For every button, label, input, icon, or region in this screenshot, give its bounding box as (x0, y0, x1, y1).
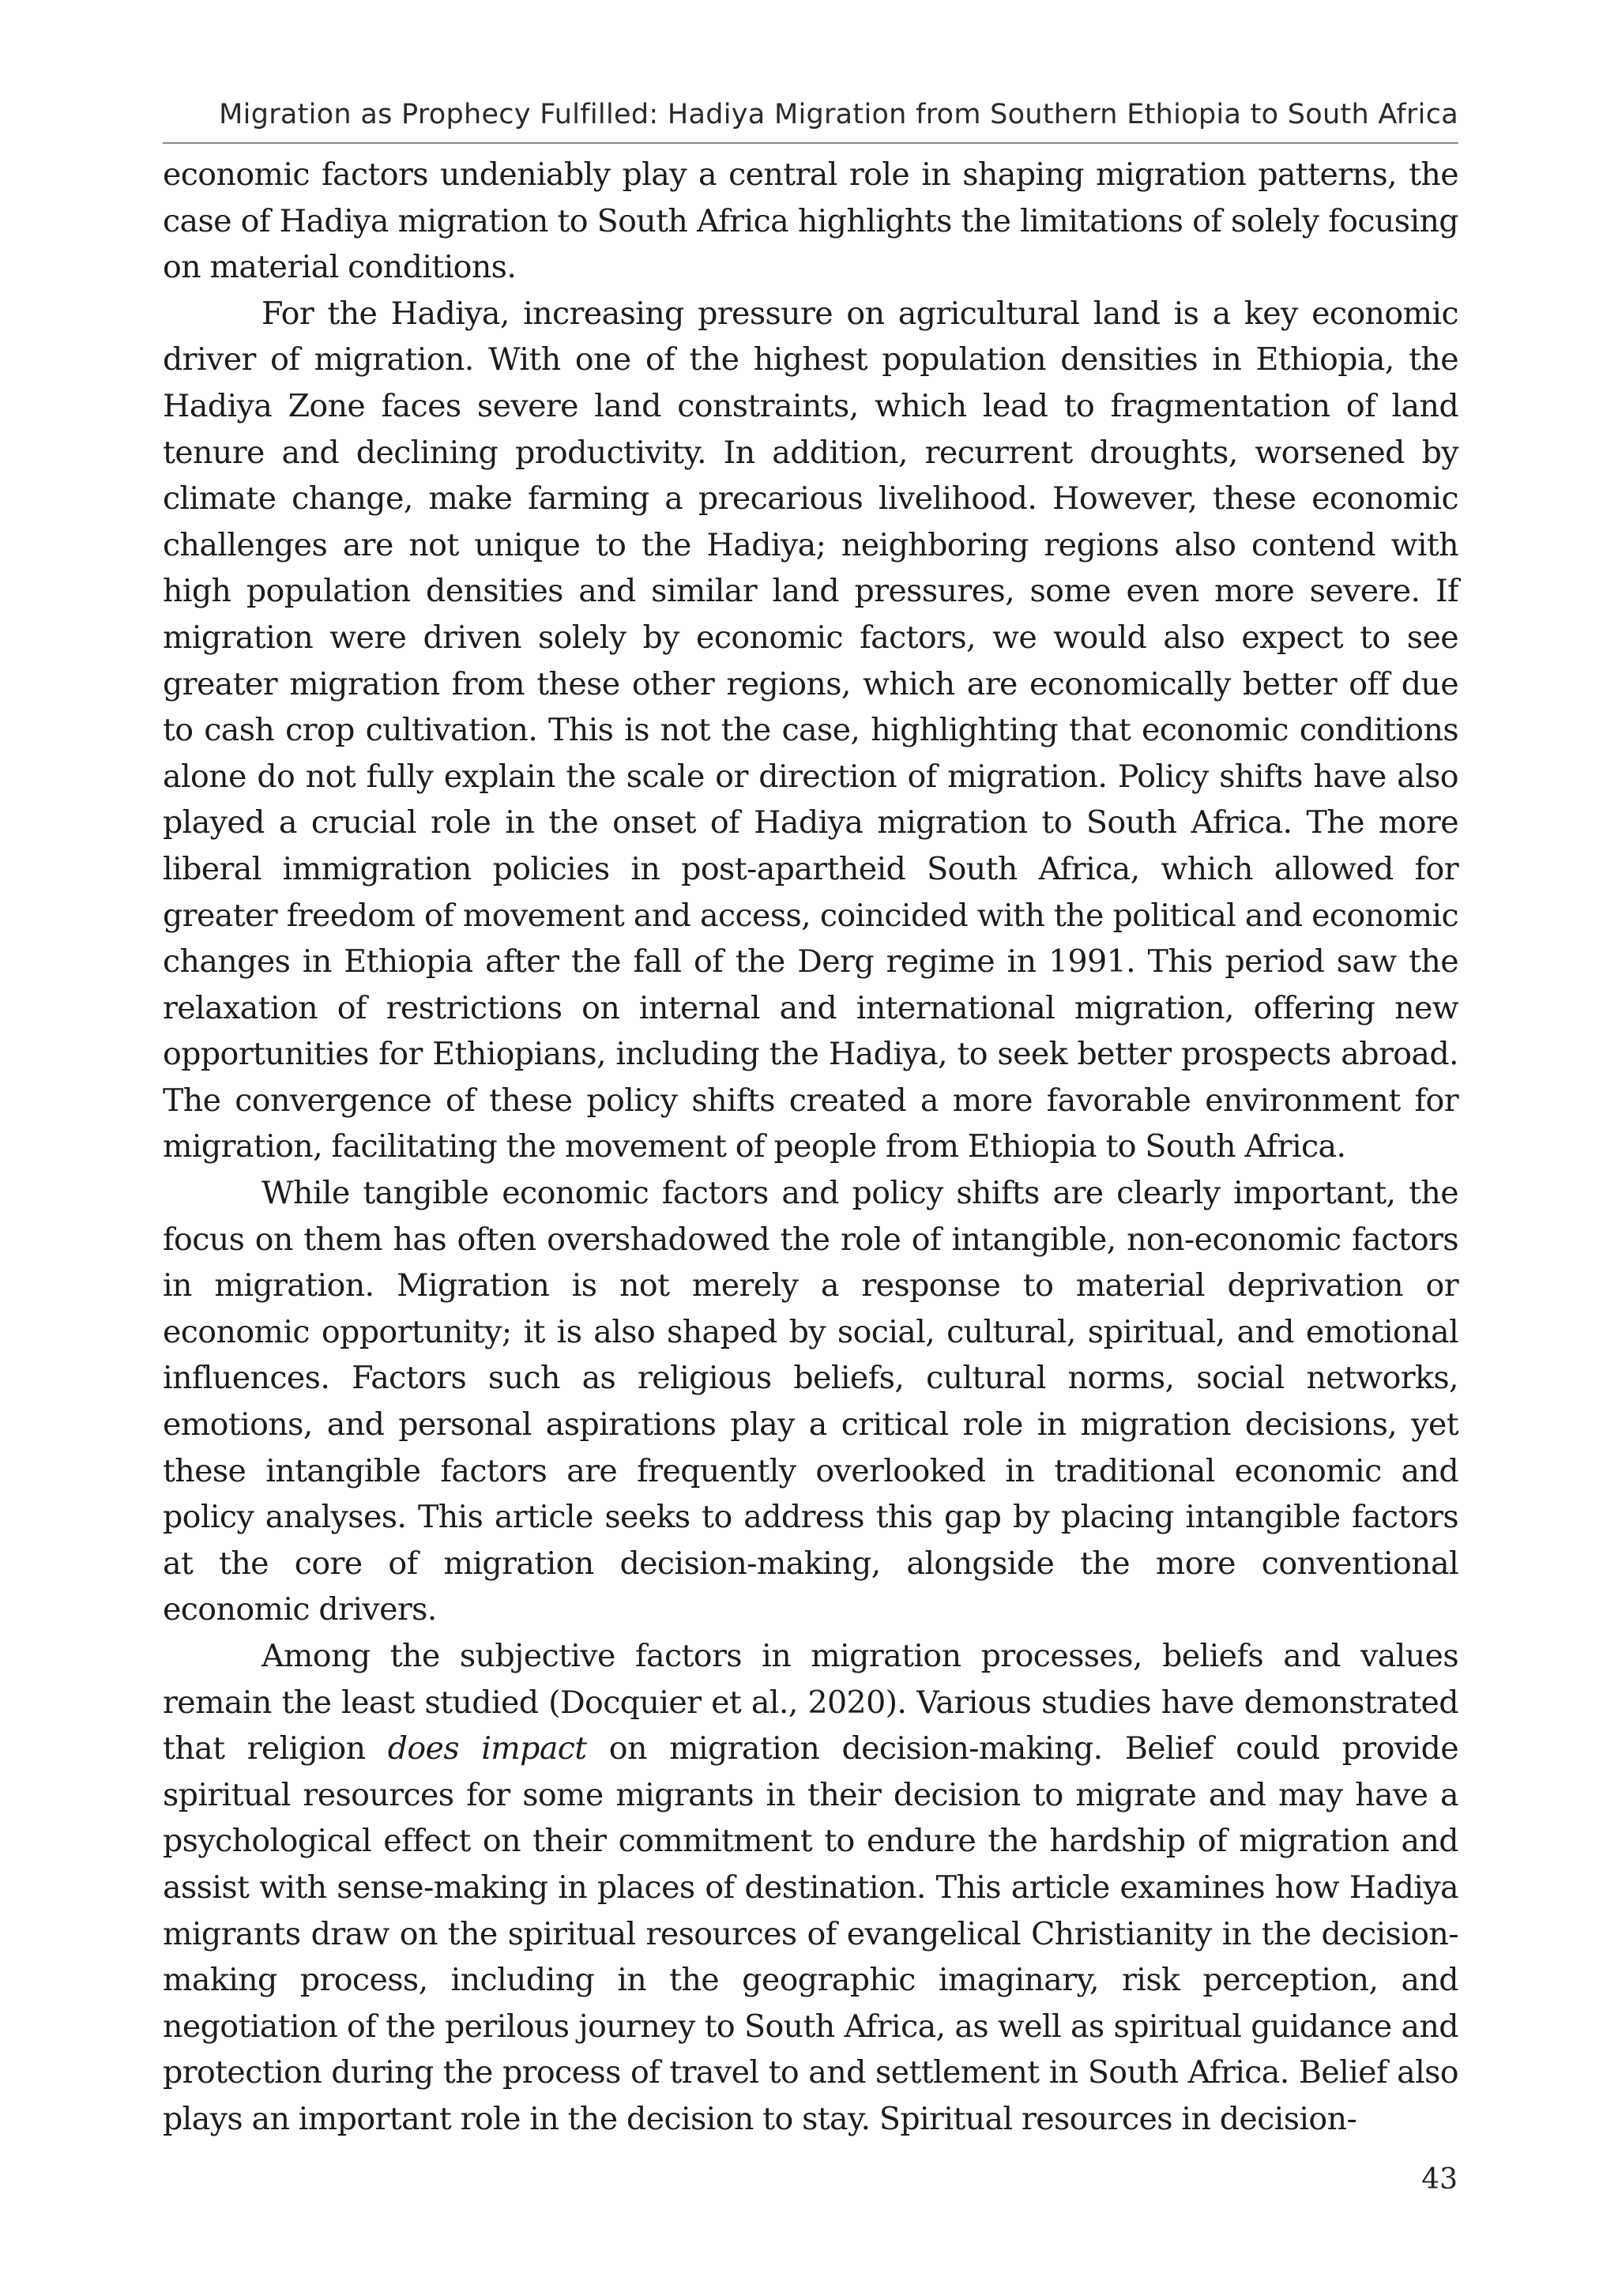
paragraph-continuation: economic factors undeniably play a central role in shaping migration patterns, the case of Hadiya migration to South Africa highlights the limitations of solely focusing on material conditions. (163, 156, 1458, 286)
paragraph-text-segment: Among the subjective factors in migration processes, beliefs and values remain the least studied (Docquier et al., 2020). Various studies have demonstrated that religion (163, 1638, 1458, 1767)
running-header: Migration as Prophecy Fulfilled: Hadiya Migration from Southern Ethiopia to South Africa (219, 99, 1458, 130)
header-divider (163, 142, 1458, 144)
paragraph-text-segment: on migration decision-making. Belief could provide spiritual resources for some migrants in their decision to migrate and may have a psychological effect on their commitment to endure the hardship of migration and assist with sense-making in places of destination. This article examines how Hadiya migrants draw on the spiritual resources of evangelical Christianity in the decision-making process, including in the geographic imaginary, risk perception, and negotiation of the perilous journey to South Africa, as well as spiritual guidance and protection during the process of travel to and settlement in South Africa. Belief also plays an important role in the decision to stay. Spiritual resources in decision- (163, 1730, 1458, 2137)
paragraph-beliefs-values (163, 1633, 1458, 2143)
article-body (163, 152, 1458, 2143)
page-number: 43 (1421, 2163, 1458, 2196)
paragraph-economic-drivers: For the Hadiya, increasing pressure on agricultural land is a key economic driver of migration. With one of the highest population densities in Ethiopia, the Hadiya Zone faces severe land constraints, which lead to fragmentation of land tenure and declining productivity. In addition, recurrent droughts, worsened by climate change, make farming a precarious livelihood. However, these economic challenges are not unique to the Hadiya; neighboring regions also contend with high population densities and similar land pressures, some even more severe. If migration were driven solely by economic factors, we would also expect to see greater migration from these other regions, which are economically better off due to cash crop cultivation. This is not the case, highlighting that economic conditions alone do not fully explain the scale or direction of migration. Policy shifts have also played a crucial role in the onset of Hadiya migration to South Africa. The more liberal immigration policies in post-apartheid South Africa, which allowed for greater freedom of movement and access, coincided with the political and economic changes in Ethiopia after the fall of the Derg regime in 1991. This period saw the relaxation of restrictions on internal and international migration, offering new opportunities for Ethiopians, including the Hadiya, to seek better prospects abroad. The convergence of these policy shifts created a more favorable environment for migration, facilitating the movement of people from Ethiopia to South Africa. (163, 295, 1458, 1165)
paragraph-intangible-factors: While tangible economic factors and policy shifts are clearly important, the focus on them has often overshadowed the role of intangible, non-economic factors in migration. Migration is not merely a response to material deprivation or economic opportunity; it is also shaped by social, cultural, spiritual, and emotional influences. Factors such as religious beliefs, cultural norms, social networks, emotions, and personal aspirations play a critical role in migration decisions, yet these intangible factors are frequently overlooked in traditional economic and policy analyses. This article seeks to address this gap by placing intangible factors at the core of migration decision-making, alongside the more conventional economic drivers. (163, 1175, 1458, 1628)
emphasized-phrase: does impact (387, 1730, 587, 1767)
